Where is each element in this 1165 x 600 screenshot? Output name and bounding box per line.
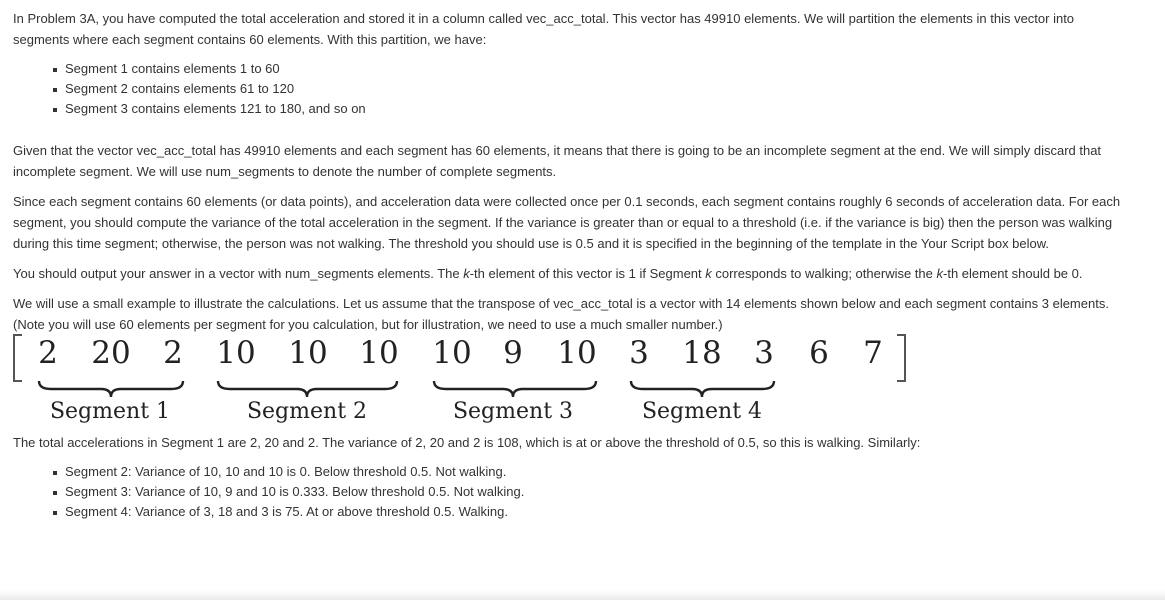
vector-element: 18: [682, 335, 722, 371]
left-bracket: [13, 334, 22, 382]
segment-label: Segment 2: [246, 399, 368, 424]
underbrace: [631, 381, 774, 397]
underbrace: [39, 381, 183, 397]
vector-element: 10: [359, 335, 399, 371]
segment1-paragraph: The total accelerations in Segment 1 are 2, 20 and 2. The variance of 2, 20 and 2 is 108, which is at or above the threshold of 0.5, so this is walking. Similarly:: [13, 435, 921, 450]
k-variable: k: [705, 266, 712, 281]
vector-element: 10: [288, 335, 328, 371]
example-vector-diagram: [13, 331, 1123, 431]
vector-element: 6: [809, 335, 829, 371]
list-item: Segment 3: Variance of 10, 9 and 10 is 0.333. Below threshold 0.5. Not walking.: [65, 482, 1123, 502]
list-item: Segment 4: Variance of 3, 18 and 3 is 75. At or above threshold 0.5. Walking.: [65, 502, 1123, 522]
output-text: You should output your answer in a vector with num_segments elements. The: [13, 266, 464, 281]
segments-list: [13, 59, 1123, 119]
vector-element: 2: [163, 335, 183, 371]
vector-element: 7: [863, 335, 883, 371]
vector-element: 3: [629, 335, 649, 371]
output-text: corresponds to walking; otherwise the: [711, 266, 937, 281]
output-text: -th element should be 0.: [943, 266, 1083, 281]
list-item: Segment 1 contains elements 1 to 60: [65, 59, 1123, 79]
right-bracket: [897, 334, 906, 382]
segment-label: Segment 3: [452, 399, 574, 424]
list-item: Segment 2 contains elements 61 to 120: [65, 79, 1123, 99]
problem-content: [13, 8, 1123, 522]
vector-element: 10: [557, 335, 597, 371]
incomplete-segment-paragraph: Given that the vector vec_acc_total has 49910 elements and each segment has 60 elements, it means that there is going to be an incomplete segment at the end. We will simply discard that incomplete segment. We will use num_segments to denote the number of complete segments.: [13, 143, 1102, 179]
k-variable: k: [463, 266, 470, 281]
variance-paragraph: Since each segment contains 60 elements (or data points), and acceleration data were collected once per 0.1 seconds, each segment contains roughly 6 seconds of acceleration data. For each segment, you should compute the variance of the total acceleration in the segment. If the variance is greater than or equal to a threshold (i.e. if the variance is big) then the person was walking during this time segment; otherwise, the person was not walking. The threshold you should use is 0.5 and it is specified in the beginning of the template in the Your Script box below.: [13, 194, 1121, 251]
list-item: Segment 3 contains elements 121 to 180, and so on: [65, 99, 1123, 119]
vector-element: 3: [754, 335, 774, 371]
vector-element: 9: [503, 335, 523, 371]
vector-element: 2: [38, 335, 58, 371]
segment-label: Segment 4: [641, 399, 763, 424]
underbrace: [434, 381, 596, 397]
vector-element: 10: [216, 335, 256, 371]
results-list: [13, 462, 1123, 522]
vector-element: 10: [432, 335, 472, 371]
bottom-shadow: [0, 590, 1165, 600]
list-item: Segment 2: Variance of 10, 10 and 10 is 0. Below threshold 0.5. Not walking.: [65, 462, 1123, 482]
output-paragraph: [13, 263, 1123, 284]
vector-element: 20: [91, 335, 131, 371]
underbrace: [218, 381, 397, 397]
intro-paragraph: In Problem 3A, you have computed the total acceleration and stored it in a column called vec_acc_total. This vector has 49910 elements. We will partition the elements in this vector into segments where each segment contains 60 elements. With this partition, we have:: [13, 11, 1075, 47]
k-variable: k: [936, 266, 943, 281]
example-paragraph: We will use a small example to illustrate the calculations. Let us assume that the transpose of vec_acc_total is a vector with 14 elements shown below and each segment contains 3 elements. (Note you will use 60 elements per segment for you calculation, but for illustration, we need to use a much smaller number.): [13, 296, 1109, 332]
segment-label: Segment 1: [49, 399, 171, 424]
segment-braces: [13, 379, 913, 401]
output-text: -th element of this vector is 1 if Segment: [469, 266, 706, 281]
